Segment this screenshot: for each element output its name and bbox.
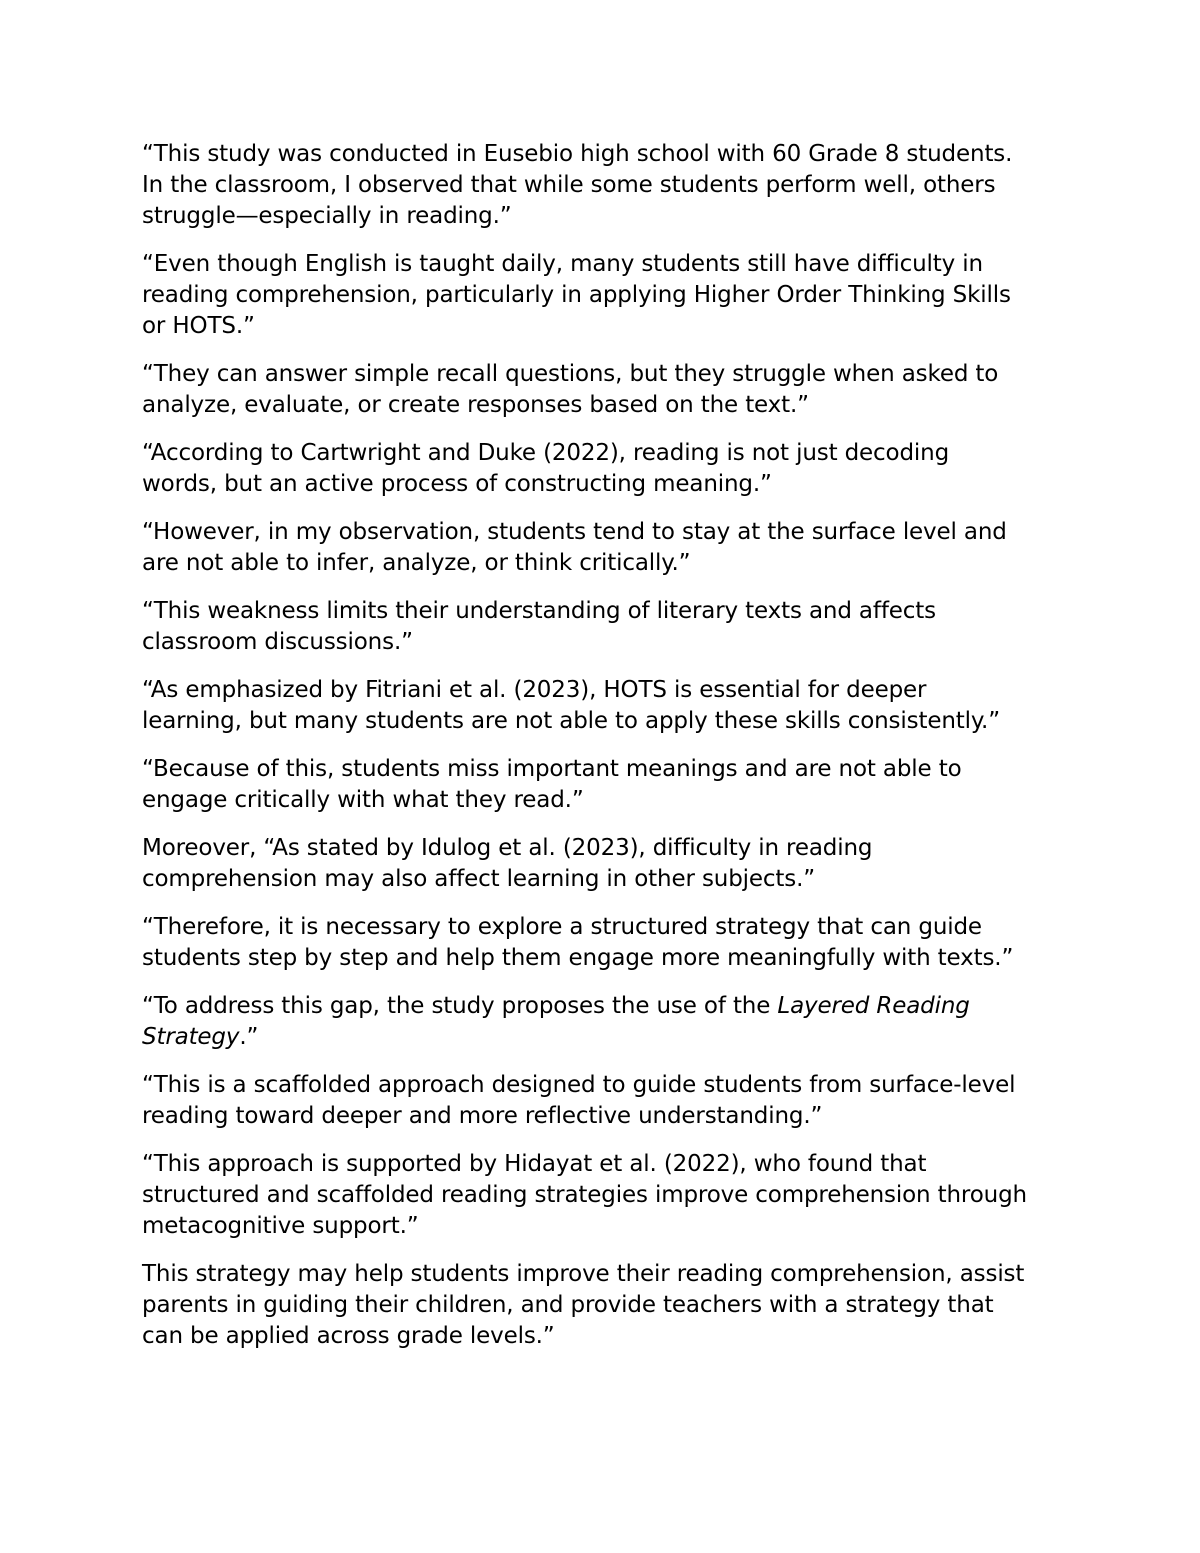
paragraph-6 [142, 596, 1072, 658]
paragraph-line: “As emphasized by Fitriani et al. (2023), HOTS is essential for deeper [142, 677, 927, 703]
paragraph-line: Moreover, “As stated by Idulog et al. (2023), difficulty in reading [142, 835, 873, 861]
paragraph-line: or HOTS.” [142, 313, 255, 339]
paragraph-2 [142, 249, 1072, 342]
paragraph-line: “Therefore, it is necessary to explore a structured strategy that can guide [142, 914, 982, 940]
paragraph-3 [142, 359, 1072, 421]
paragraph-line: words, but an active process of constructing meaning.” [142, 471, 772, 497]
paragraph-line: engage critically with what they read.” [142, 787, 584, 813]
paragraph-4 [142, 438, 1072, 500]
paragraph-line: parents in guiding their children, and provide teachers with a strategy that [142, 1292, 994, 1318]
document-body [142, 139, 1072, 1369]
paragraph-line: This strategy may help students improve their reading comprehension, assist [142, 1261, 1025, 1287]
paragraph-line: In the classroom, I observed that while some students perform well, others [142, 172, 996, 198]
paragraph-7 [142, 675, 1072, 737]
paragraph-line: can be applied across grade levels.” [142, 1323, 555, 1349]
paragraph-line: “They can answer simple recall questions, but they struggle when asked to [142, 361, 999, 387]
paragraph-12 [142, 1070, 1072, 1132]
paragraph-10 [142, 912, 1072, 974]
paragraph-line: comprehension may also affect learning in other subjects.” [142, 866, 816, 892]
paragraph-line: learning, but many students are not able to apply these skills consistently.” [142, 708, 1000, 734]
paragraph-line: “This study was conducted in Eusebio high school with 60 Grade 8 students. [142, 141, 1013, 167]
paragraph-line: “Because of this, students miss important meanings and are not able to [142, 756, 962, 782]
paragraph-line: structured and scaffolded reading strategies improve comprehension through [142, 1182, 1027, 1208]
paragraph-line [142, 1022, 1072, 1053]
paragraph-9 [142, 833, 1072, 895]
paragraph-line: are not able to infer, analyze, or think critically.” [142, 550, 691, 576]
paragraph-text: .” [239, 1024, 259, 1050]
paragraph-line: “This weakness limits their understanding of literary texts and affects [142, 598, 936, 624]
paragraph-line: “This approach is supported by Hidayat et al. (2022), who found that [142, 1151, 927, 1177]
paragraph-11 [142, 991, 1072, 1053]
paragraph-8 [142, 754, 1072, 816]
paragraph-5 [142, 517, 1072, 579]
paragraph-1 [142, 139, 1072, 232]
paragraph-line: reading toward deeper and more reflective understanding.” [142, 1103, 823, 1129]
paragraph-line: students step by step and help them engage more meaningfully with texts.” [142, 945, 1014, 971]
emphasized-title: Layered Reading [777, 993, 970, 1019]
paragraph-line [142, 991, 1072, 1022]
paragraph-line: reading comprehension, particularly in applying Higher Order Thinking Skills [142, 282, 1011, 308]
paragraph-line: metacognitive support.” [142, 1213, 419, 1239]
paragraph-line: “According to Cartwright and Duke (2022), reading is not just decoding [142, 440, 950, 466]
paragraph-line: “This is a scaffolded approach designed to guide students from surface-level [142, 1072, 1016, 1098]
paragraph-text: “To address this gap, the study proposes the use of the [142, 993, 778, 1019]
paragraph-13 [142, 1149, 1072, 1242]
paragraph-line: “However, in my observation, students tend to stay at the surface level and [142, 519, 1007, 545]
paragraph-14 [142, 1259, 1072, 1352]
paragraph-line: struggle—especially in reading.” [142, 203, 512, 229]
paragraph-line: classroom discussions.” [142, 629, 413, 655]
emphasized-title: Strategy [142, 1024, 240, 1050]
paragraph-line: analyze, evaluate, or create responses based on the text.” [142, 392, 809, 418]
paragraph-line: “Even though English is taught daily, many students still have difficulty in [142, 251, 983, 277]
